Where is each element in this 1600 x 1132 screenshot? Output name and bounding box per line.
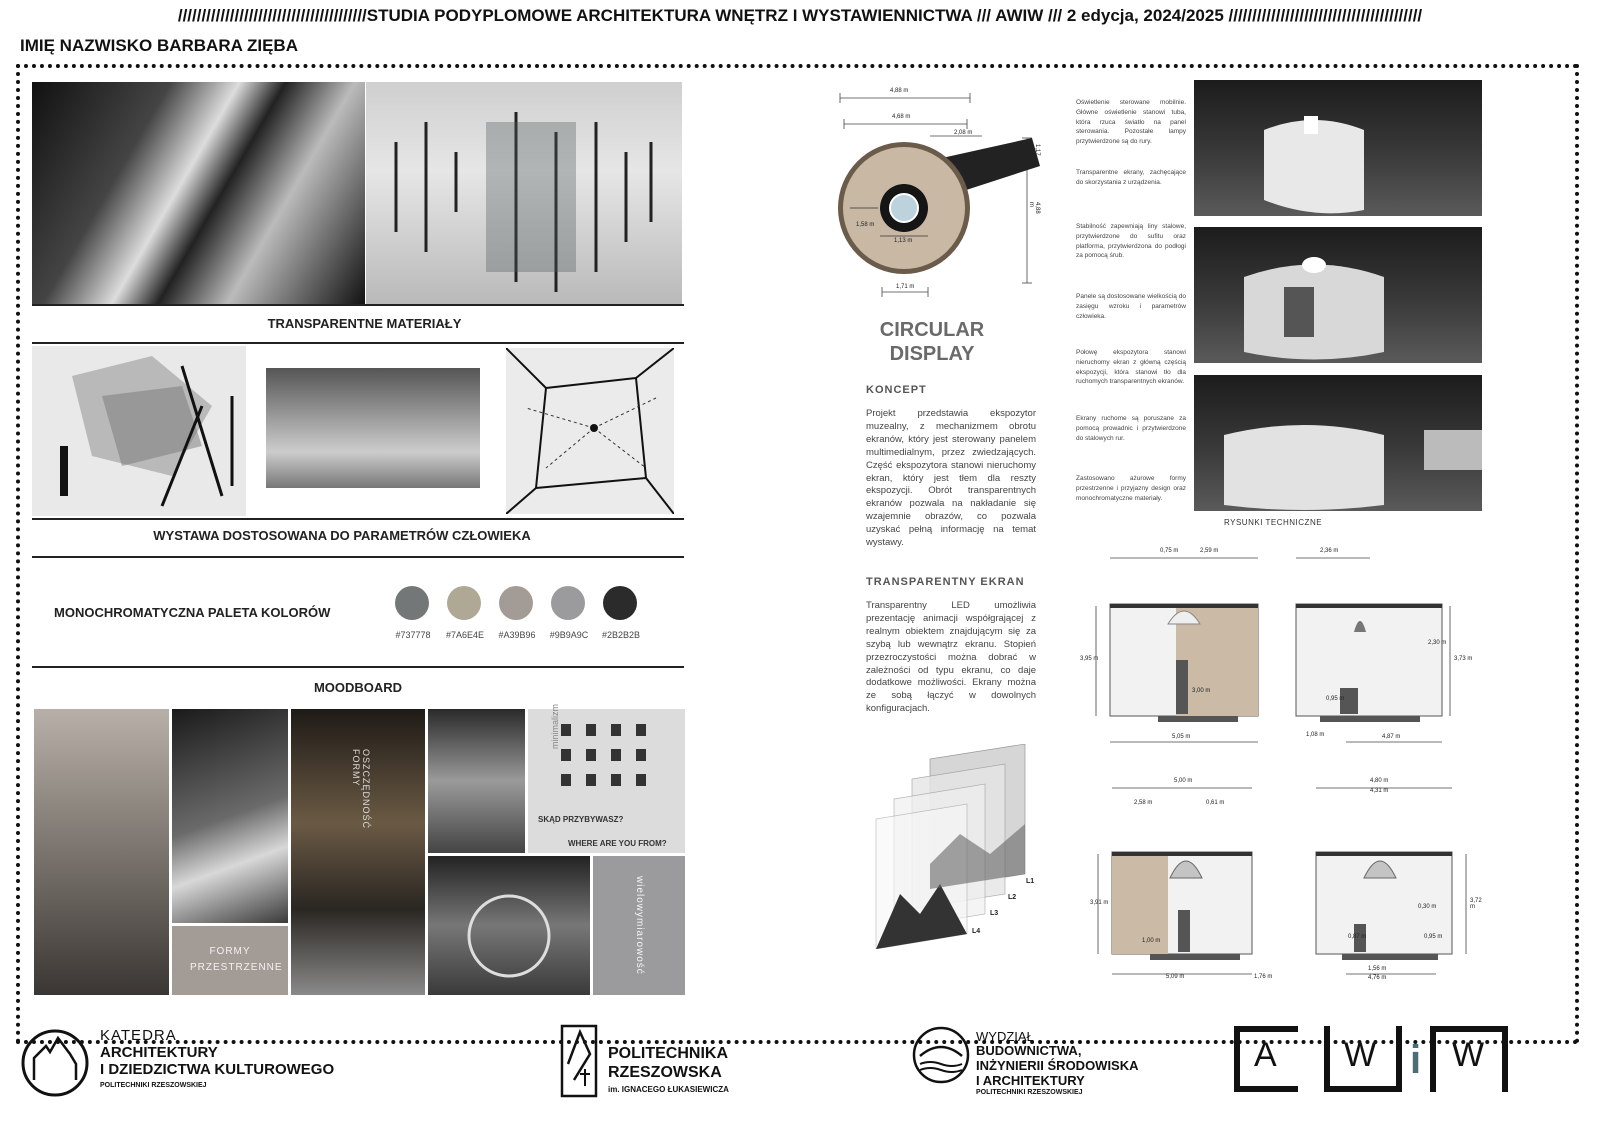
glass-panels-graphic [366, 82, 682, 305]
wydzial-emblem-icon [912, 1026, 970, 1084]
awiw-letter-i: i [1410, 1038, 1422, 1082]
sketch-perspective-room [506, 348, 674, 514]
note-2: Transparentne ekrany, zachęcające do skorzystania z urządzenia. [1076, 169, 1186, 186]
dim-b-5: 1,08 m [1306, 732, 1325, 738]
awiw-letter-w1: W [1344, 1036, 1377, 1074]
note-7: Zastosowano ażurowe formy przestrzenne i przyjazny design oraz monochromatyczne materiały. [1076, 475, 1186, 502]
dim-c-2: 2,58 m [1134, 800, 1153, 806]
moodboard-formy-text: FORMY PRZESTRZENNE [190, 946, 283, 973]
moodboard-photo-2 [172, 709, 288, 923]
moodboard-tile-wielowymiarowosc [593, 856, 685, 995]
plan-dim-5: 4,88 m [1028, 202, 1040, 214]
photo-exhibition-light [366, 82, 682, 305]
dim-c-6: 5,09 m [1166, 974, 1185, 980]
note-5: Połowę ekspozytora stanowi nieruchomy ekran z główną częścią ekspozycji, która stanowi tło dla ruchomych transparentnych ekranów. [1076, 349, 1186, 386]
politechnika-logo [560, 1024, 760, 1100]
awiw-logo [1234, 1024, 1514, 1100]
wydzial-logo [912, 1024, 1172, 1100]
katedra-line-4: POLITECHNIKI RZESZOWSKIEJ [100, 1082, 207, 1089]
section-drawing-c [1090, 778, 1290, 988]
layer-label-l1: L1 [1026, 878, 1035, 885]
dim-d-6: 0,95 m [1424, 934, 1443, 940]
screen-text: Transparentny LED umożliwia prezentację animacji współgrającej z realnym obiektem znajdującym się za szybą lub wewnątrz ekranu. Stopień przezroczystości można dobrać w zależności od typu ekranu, co daje dodatkowe możliwości. Ekrany można ze sobą łączyć w dowolnych konfiguracjach. [866, 600, 1036, 715]
dim-c-7: 1,76 m [1254, 974, 1273, 980]
plan-dim-2: 4,68 m [892, 114, 911, 120]
dim-b-1: 2,36 m [1320, 548, 1339, 554]
dim-a-5: 5,05 m [1172, 734, 1191, 740]
section-title-palette: MONOCHROMATYCZNA PALETA KOLORÓW [54, 605, 331, 620]
note-1: Oświetlenie sterowane mobilnie. Główne oświetlenie stanowi tuba, która rzuca światło na panel sterowania. Pozostałe lampy przytwierdzone są do rury. [1076, 99, 1186, 145]
divider [32, 304, 684, 306]
layers-diagram [860, 744, 1035, 949]
divider [32, 666, 684, 668]
moodboard-wielowymiarowosc-text: wielowymiarowość [634, 876, 645, 975]
section-drawing-d [1306, 778, 1486, 988]
dim-b-6: 4,87 m [1382, 734, 1401, 740]
swatch-5 [603, 586, 637, 620]
dim-a-3: 3,95 m [1080, 656, 1099, 662]
layer-label-l2: L2 [1008, 894, 1017, 901]
politechnika-emblem-icon [560, 1024, 598, 1098]
moodboard-photo-6 [428, 856, 590, 995]
display-title: CIRCULAR DISPLAY [879, 319, 985, 365]
dim-c-4: 3,91 m [1090, 900, 1109, 906]
dim-a-4: 3,00 m [1192, 688, 1211, 694]
layer-label-l3: L3 [990, 910, 999, 917]
swatch-label-3: #A39B96 [498, 630, 536, 640]
awiw-letter-a: A [1254, 1036, 1277, 1074]
plan-dim-7: 1,13 m [894, 238, 913, 244]
section-title-transparent: TRANSPARENTNE MATERIAŁY [267, 316, 462, 331]
author-name: IMIĘ NAZWISKO BARBARA ZIĘBA [20, 36, 298, 55]
plan-drawing [832, 88, 1052, 298]
katedra-logo [20, 1024, 380, 1100]
wall-objects-graphic [556, 719, 676, 809]
plan-dim-8: 1,71 m [896, 284, 915, 290]
moodboard-skad-text: SKĄD PRZYBYWASZ? [538, 815, 624, 824]
katedra-line-3: I DZIEDZICTWA KULTUROWEGO [100, 1061, 335, 1078]
sketch-panels-figure [32, 346, 246, 516]
wydzial-line-1: WYDZIAŁ [976, 1029, 1034, 1044]
dim-d-7: 1,56 m [1368, 966, 1387, 972]
wydzial-line-5: POLITECHNIKI RZESZOWSKIEJ [976, 1089, 1083, 1096]
plan-dim-6: 1,58 m [856, 222, 875, 228]
moodboard-where-text: WHERE ARE YOU FROM? [568, 839, 667, 848]
moodboard-tile-formy [172, 926, 288, 995]
divider [32, 342, 684, 344]
swatch-1 [395, 586, 429, 620]
section-drawing-b [1290, 548, 1480, 748]
dim-b-4: 0,95 m [1326, 696, 1345, 702]
dim-b-3: 3,73 m [1454, 656, 1473, 662]
swatch-label-4: #9B9A9C [549, 630, 589, 640]
wydzial-line-3: INŻYNIERII ŚRODOWISKA [976, 1058, 1139, 1073]
swatch-3 [499, 586, 533, 620]
palette-swatches [388, 586, 648, 646]
dim-b-2: 2,30 m [1428, 640, 1447, 646]
dim-d-3: 0,30 m [1418, 904, 1437, 910]
photo-exhibition-dark [32, 82, 365, 305]
dim-d-1: 4,80 m [1370, 778, 1389, 784]
render-3 [1194, 375, 1482, 511]
wydzial-line-4: I ARCHITEKTURY [976, 1073, 1085, 1088]
swatch-4 [551, 586, 585, 620]
dim-d-4: 3,72 m [1470, 898, 1482, 910]
wydzial-line-2: BUDOWNICTWA, [976, 1043, 1082, 1058]
note-3: Stabilność zapewniają liny stalowe, przytwierdzone do sufitu oraz platforma, przytwierdzona do podłogi za pomocą śrub. [1076, 223, 1186, 260]
katedra-line-1: KATEDRA [100, 1027, 177, 1044]
moodboard-photo-3 [291, 709, 425, 995]
render-2 [1194, 227, 1482, 363]
swatch-label-1: #737778 [395, 630, 431, 640]
concept-heading: KONCEPT [866, 384, 927, 396]
moodboard-photo-5 [528, 704, 685, 853]
note-4: Panele są dostosowane wielkością do zasięgu wzroku i parametrów człowieka. [1076, 293, 1186, 320]
layer-label-l4: L4 [972, 928, 981, 935]
swatch-2 [447, 586, 481, 620]
dim-d-8: 4,76 m [1368, 975, 1387, 981]
katedra-line-2: ARCHITEKTURY [100, 1044, 218, 1061]
plan-dim-4: 1,17 m [1028, 144, 1040, 156]
concept-text: Projekt przedstawia ekspozytor muzealny, z mechanizmem obrotu ekranów, który jest sterowany panelem multimedialnym, przez zwiedzających. Część ekspozytora stanowi nieruchomy ekran, który jest tłem dla reszty ekspozycji. Obrót transparentnych ekranów pozwala na nakładanie się wzajemnie obrazów, co pozwala uzyskać pełną informację na temat wystawy. [866, 408, 1036, 549]
page-header: ////////////////////////////////////////STUDIA PODYPLOMOWE ARCHITEKTURA WNĘTRZ I WYSTAWIENNICTWA /// AWIW /// 2 edycja, 2024/2025 ///////////////////////////////////////// [177, 6, 1423, 25]
dim-c-1: 5,00 m [1174, 778, 1193, 784]
dim-c-5: 1,00 m [1142, 938, 1161, 944]
swatch-label-2: #7A6E4E [445, 630, 485, 640]
politechnika-line-1: POLITECHNIKA [608, 1045, 728, 1062]
screen-heading: TRANSPARENTNY EKRAN [866, 576, 1025, 588]
dim-d-2: 4,31 m [1370, 788, 1389, 794]
divider [32, 518, 684, 520]
technical-drawings-label: RYSUNKI TECHNICZNE [1224, 518, 1323, 527]
moodboard-minimalizm-text: minimalizm [550, 704, 560, 749]
section-drawing-a [1076, 548, 1266, 748]
render-1 [1194, 80, 1482, 216]
divider [32, 556, 684, 558]
dim-a-1: 0,75 m [1160, 548, 1179, 554]
note-6: Ekrany ruchome są poruszane za pomocą prowadnic i przytwierdzone do stalowych rur. [1076, 415, 1186, 442]
dim-d-5: 0,87 m [1348, 934, 1367, 940]
katedra-emblem-icon [20, 1028, 90, 1098]
awiw-letter-w2: W [1452, 1036, 1485, 1074]
dim-a-2: 2,59 m [1200, 548, 1219, 554]
moodboard-photo-4 [428, 709, 525, 853]
politechnika-line-2: RZESZOWSKA [608, 1064, 722, 1081]
swatch-label-5: #2B2B2B [601, 630, 641, 640]
moodboard-photo-1 [34, 709, 169, 995]
section-title-human: WYSTAWA DOSTOSOWANA DO PARAMETRÓW CZŁOWIEKA [153, 528, 531, 543]
dim-c-3: 0,61 m [1206, 800, 1225, 806]
section-title-moodboard: MOODBOARD [313, 680, 403, 695]
plan-dim-1: 4,88 m [890, 88, 909, 94]
photo-gallery-interior [266, 368, 480, 488]
plan-dim-3: 2,08 m [954, 130, 973, 136]
moodboard-oszczednosc-text: OSZCZĘDNOŚĆ FORMY [351, 749, 371, 830]
politechnika-line-3: im. IGNACEGO ŁUKASIEWICZA [608, 1085, 729, 1094]
